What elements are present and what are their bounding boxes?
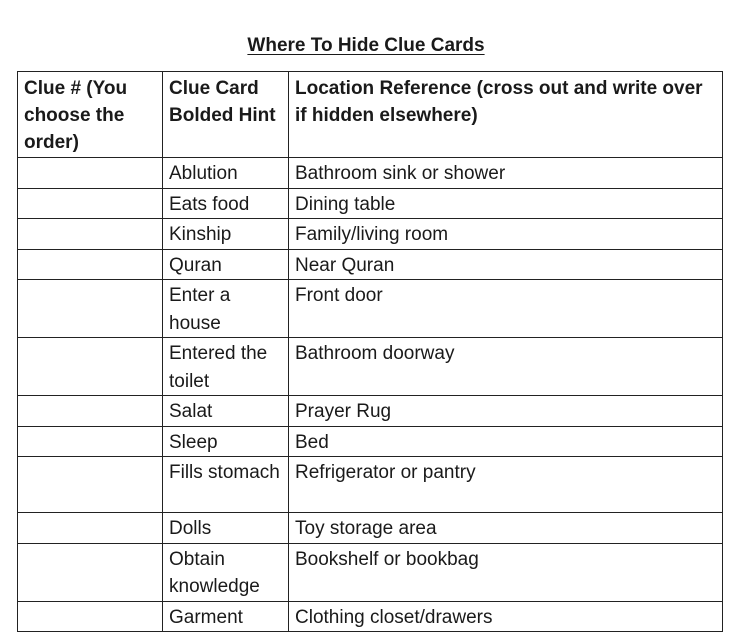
cell-clue-number[interactable]: [18, 543, 163, 601]
cell-clue-number[interactable]: [18, 601, 163, 632]
cell-clue-number[interactable]: [18, 219, 163, 250]
table-row: [18, 457, 723, 513]
cell-hint: Fills stomach: [163, 457, 289, 513]
cell-location: Bathroom doorway: [289, 338, 723, 396]
cell-hint: Enter a house: [163, 280, 289, 338]
cell-hint: Sleep: [163, 426, 289, 457]
cell-hint: Salat: [163, 396, 289, 427]
cell-hint: Quran: [163, 249, 289, 280]
cell-location: Toy storage area: [289, 513, 723, 544]
cell-location: Prayer Rug: [289, 396, 723, 427]
cell-location: Family/living room: [289, 219, 723, 250]
cell-hint: Obtain knowledge: [163, 543, 289, 601]
cell-location: Dining table: [289, 188, 723, 219]
cell-clue-number[interactable]: [18, 457, 163, 513]
cell-hint: Dolls: [163, 513, 289, 544]
cell-clue-number[interactable]: [18, 158, 163, 189]
cell-clue-number[interactable]: [18, 188, 163, 219]
cell-location: Bookshelf or bookbag: [289, 543, 723, 601]
cell-clue-number[interactable]: [18, 426, 163, 457]
table-row: [18, 601, 723, 632]
cell-location: Front door: [289, 280, 723, 338]
cell-hint: Garment: [163, 601, 289, 632]
table-row: [18, 158, 723, 189]
table-row: [18, 426, 723, 457]
cell-hint: Eats food: [163, 188, 289, 219]
cell-clue-number[interactable]: [18, 338, 163, 396]
page-title: Where To Hide Clue Cards: [247, 35, 485, 56]
cell-clue-number[interactable]: [18, 396, 163, 427]
cell-location: Near Quran: [289, 249, 723, 280]
table-row: [18, 188, 723, 219]
cell-hint: Kinship: [163, 219, 289, 250]
table-row: [18, 219, 723, 250]
table-row: [18, 396, 723, 427]
table-body: [18, 158, 723, 632]
table-row: [18, 513, 723, 544]
table-row: [18, 338, 723, 396]
table-row: [18, 249, 723, 280]
cell-clue-number[interactable]: [18, 513, 163, 544]
column-header-location: Location Reference (cross out and write over if hidden elsewhere): [289, 72, 723, 158]
cell-location: Refrigerator or pantry: [289, 457, 723, 513]
column-header-clue-number: Clue # (You choose the order): [18, 72, 163, 158]
cell-clue-number[interactable]: [18, 280, 163, 338]
cell-hint: Entered the toilet: [163, 338, 289, 396]
table-header-row: [18, 72, 723, 158]
cell-clue-number[interactable]: [18, 249, 163, 280]
cell-location: Bed: [289, 426, 723, 457]
table-row: [18, 280, 723, 338]
cell-location: Clothing closet/drawers: [289, 601, 723, 632]
cell-location: Bathroom sink or shower: [289, 158, 723, 189]
clue-table: [17, 71, 723, 632]
cell-hint: Ablution: [163, 158, 289, 189]
table-row: [18, 543, 723, 601]
column-header-hint: Clue Card Bolded Hint: [163, 72, 289, 158]
